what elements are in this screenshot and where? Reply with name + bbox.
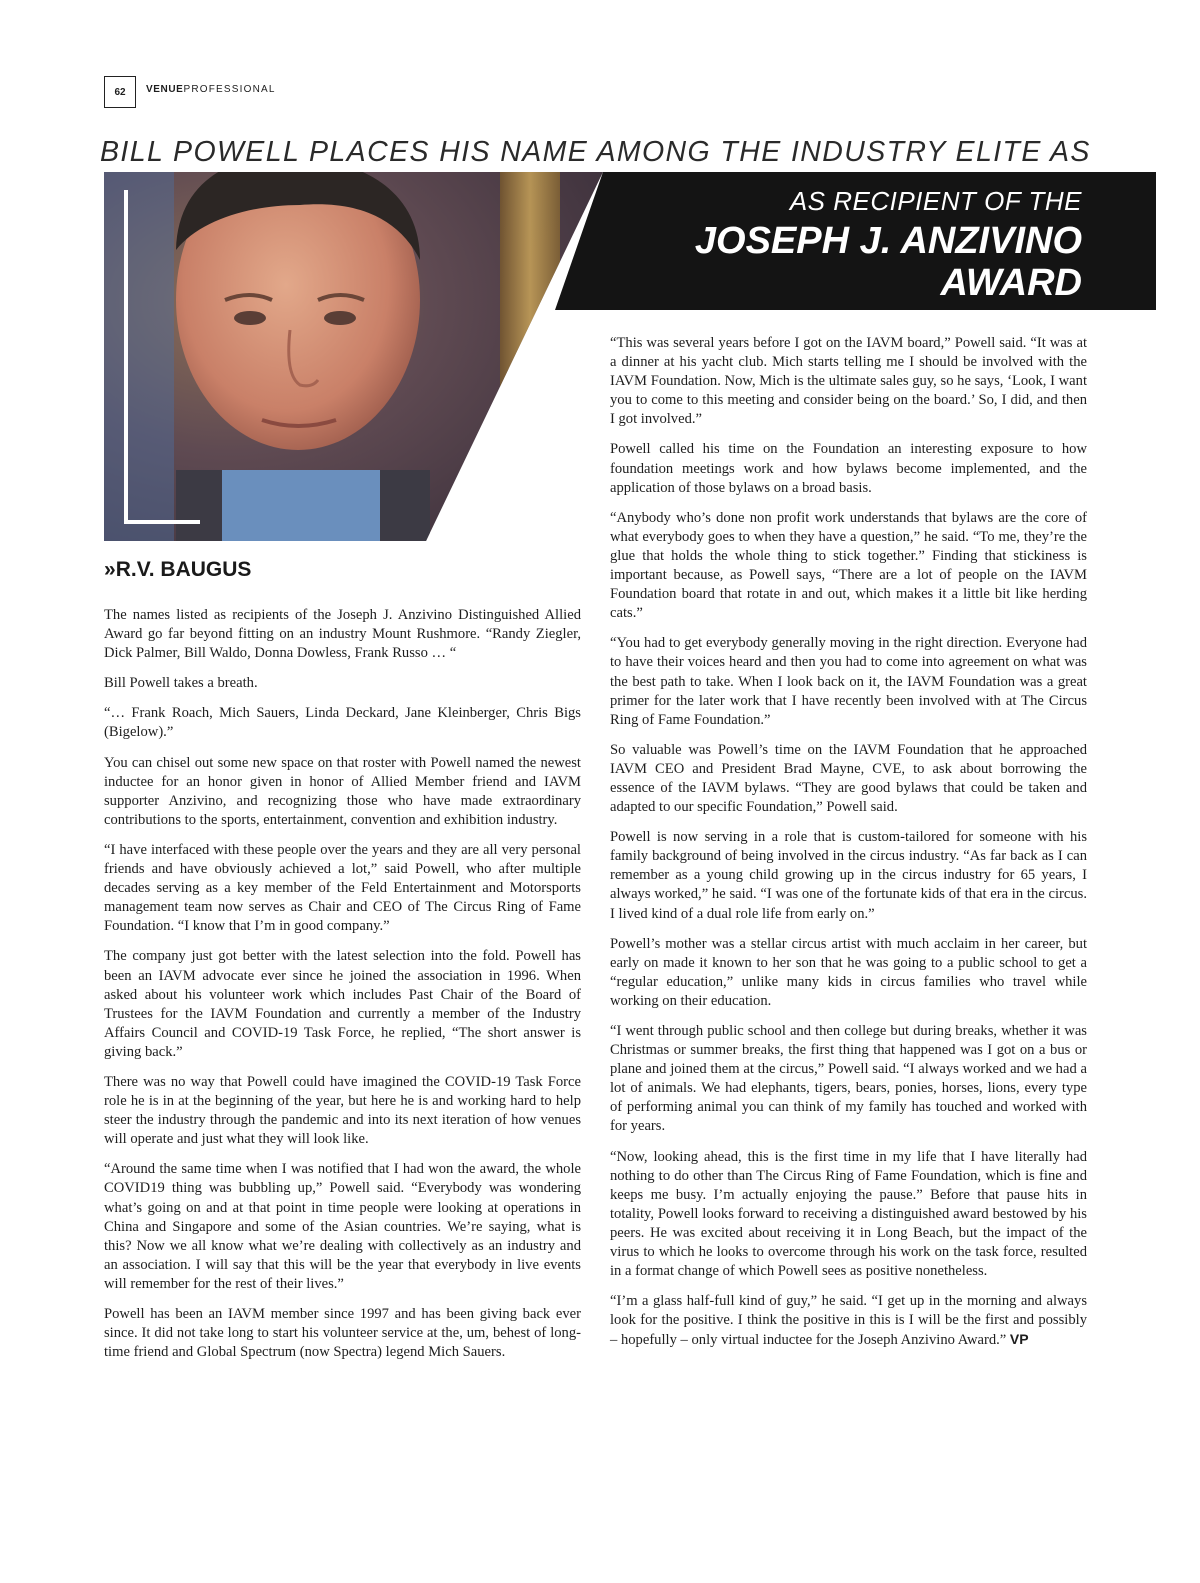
paragraph: “Around the same time when I was notified that I had won the award, the whole COVID19 thing was bubbling up,” Powell said. “Everybody was wondering what’s going on and at that point in time people were looking at operations in China and Singapore and some of the Asian countries. We’re saying, what is this? Now we all know what we’re dealing with collectively as an industry and an association. I will say that this will be the year that everybody in live events will remember for the rest of their lives.” (104, 1161, 581, 1292)
title-subtitle: AS RECIPIENT OF THE (789, 186, 1082, 216)
final-paragraph (610, 1292, 1087, 1350)
author-name: R.V. BAUGUS (115, 558, 252, 581)
article-column-right (610, 334, 1087, 1362)
title-line-2: AWARD (940, 262, 1082, 304)
paragraph: So valuable was Powell’s time on the IAVM Foundation that he approached IAVM CEO and President Brad Mayne, CVE, to ask about borrowing the essence of the IAVM bylaws. “They are good bylaws that could be taken and adapted to our specific Foundation,” Powell said. (610, 741, 1087, 816)
article-column-left (104, 606, 581, 1373)
magazine-name-rest: PROFESSIONAL (183, 84, 276, 95)
paragraph: Bill Powell takes a breath. (104, 675, 258, 692)
paragraph: Powell’s mother was a stellar circus artist with much acclaim in her career, but early on made it known to her son that he was going to a public school to get a “regular education,” unlike many kids in circus families who travel while working on their education. (610, 935, 1087, 1009)
paragraph: There was no way that Powell could have imagined the COVID-19 Task Force role he is in at the beginning of the year, but here he is and working hard to help steer the industry through the pandemic and into its next iteration of how venues will operate and just what they will look like. (104, 1073, 581, 1148)
paragraph: “Anybody who’s done non profit work understands that bylaws are the core of what everybody goes to when they have a question,” he said. “To me, they’re the glue that holds the whole thing to stick together.” Finding that stickiness is important because, as Powell says, “There are a lot of people on the IAVM Foundation board that rotate in and out, which makes it a little bit like herding cats.” (610, 509, 1087, 622)
magazine-name-bold: VENUE (146, 84, 184, 95)
paragraph: Powell has been an IAVM member since 1997 and has been giving back ever since. It did not take long to start his volunteer service at the, um, behest of long-time friend and Global Spectrum (now Spectra) legend Mich Sauers. (104, 1306, 581, 1361)
end-mark: VP (1009, 1331, 1029, 1348)
paragraph: “… Frank Roach, Mich Sauers, Linda Deckard, Jane Kleinberger, Chris Bigs (Bigelow).” (104, 705, 581, 741)
paragraph: The names listed as recipients of the Joseph J. Anzivino Distinguished Allied Award go far beyond fitting on an industry Mount Rushmore. “Randy Ziegler, Dick Palmer, Bill Waldo, Donna Dowless, Frank Russo … “ (104, 607, 581, 662)
title-line-1: JOSEPH J. ANZIVINO (694, 220, 1082, 262)
headline-kicker: BILL POWELL PLACES HIS NAME AMONG THE INDUSTRY ELITE AS (100, 136, 1091, 168)
paragraph: Powell is now serving in a role that is custom-tailored for someone with his family background of being involved in the circus industry. “As far back as I can remember as a young child growing up in the circus industry for 65 years, I always worked,” he said. “I was one of the fortunate kids of that era in the circus. I lived kind of a dual role life from early on.” (610, 829, 1087, 922)
paragraph: “Now, looking ahead, this is the first time in my life that I have literally had nothing to do other than The Circus Ring of Fame Foundation, which is fine and keeps me busy. I’m actually enjoying the pause.” Before that pause hits in totality, Powell looks forward to receiving a distinguished award bestowed by his peers. He was excited about receiving it in Long Beach, but the impact of the virus to which he looks to overcome through his work on the task force, resulted in a format change of which Powell sees as positive nonetheless. (610, 1148, 1087, 1280)
paragraph: “This was several years before I got on the IAVM board,” Powell said. “It was at a dinner at his yacht club. Mich starts telling me I should be involved with the IAVM Foundation. Now, Mich is the ultimate sales guy, so he says, ‘Look, I want you to come to this meeting and consider being on the board.’ So, I did, and then I got involved.” (610, 335, 1087, 428)
final-paragraph-text: “I’m a glass half-full kind of guy,” he said. “I get up in the morning and always look for the positive. I think the positive in this is I will be the first and possibly – hopefully – only virtual inductee for the Joseph Anzivino Award.” (610, 1293, 1087, 1349)
portrait-photo (104, 150, 604, 550)
paragraph: “I have interfaced with these people over the years and they are all very personal friends and have obviously achieved a lot,” said Powell, who after multiple decades serving as a key member of the Feld Entertainment and Motorsports management team now serves as Chair and CEO of The Circus Ring of Fame Foundation. “I know that I’m in good company.” (104, 841, 581, 935)
paragraph: “I went through public school and then college but during breaks, whether it was Christmas or summer breaks, the first thing that happened was I got on a bus or plane and joined them at the circus,” Powell said. “I always worked and we had a lot of animals. We had elephants, tigers, bears, ponies, horses, lions, every type of performing animal you can think of my family has touched and worked with for years. (610, 1023, 1087, 1135)
page-number: 62 (104, 76, 136, 108)
byline (104, 558, 251, 582)
byline-chevron-icon: » (104, 558, 116, 581)
paragraph: You can chisel out some new space on that roster with Powell named the newest inductee for an honor given in honor of Allied Member friend and IAVM supporter Anzivino, and recognizing those who have made extraordinary contributions to the sports, entertainment, convention and exhibition industry. (104, 754, 581, 828)
paragraph: Powell called his time on the Foundation an interesting exposure to how foundation meetings work and how bylaws become implemented, and the application of those bylaws on a broad basis. (610, 441, 1087, 496)
paragraph: The company just got better with the latest selection into the fold. Powell has been an IAVM advocate ever since he joined the association in 1996. When asked about his volunteer work which includes Past Chair of the Board of Trustees for the IAVM Foundation and currently a member of the Industry Affairs Council and COVID-19 Task Force, he replied, “The short answer is giving back.” (104, 948, 581, 1060)
title-band-text (694, 186, 1082, 304)
paragraph: “You had to get everybody generally moving in the right direction. Everyone had to have their voices heard and then you had to come into agreement on what was the best path to take. When I look back on it, the IAVM Foundation was a great primer for the later work that I have recently been involved with at The Circus Ring of Fame Foundation.” (610, 635, 1087, 728)
